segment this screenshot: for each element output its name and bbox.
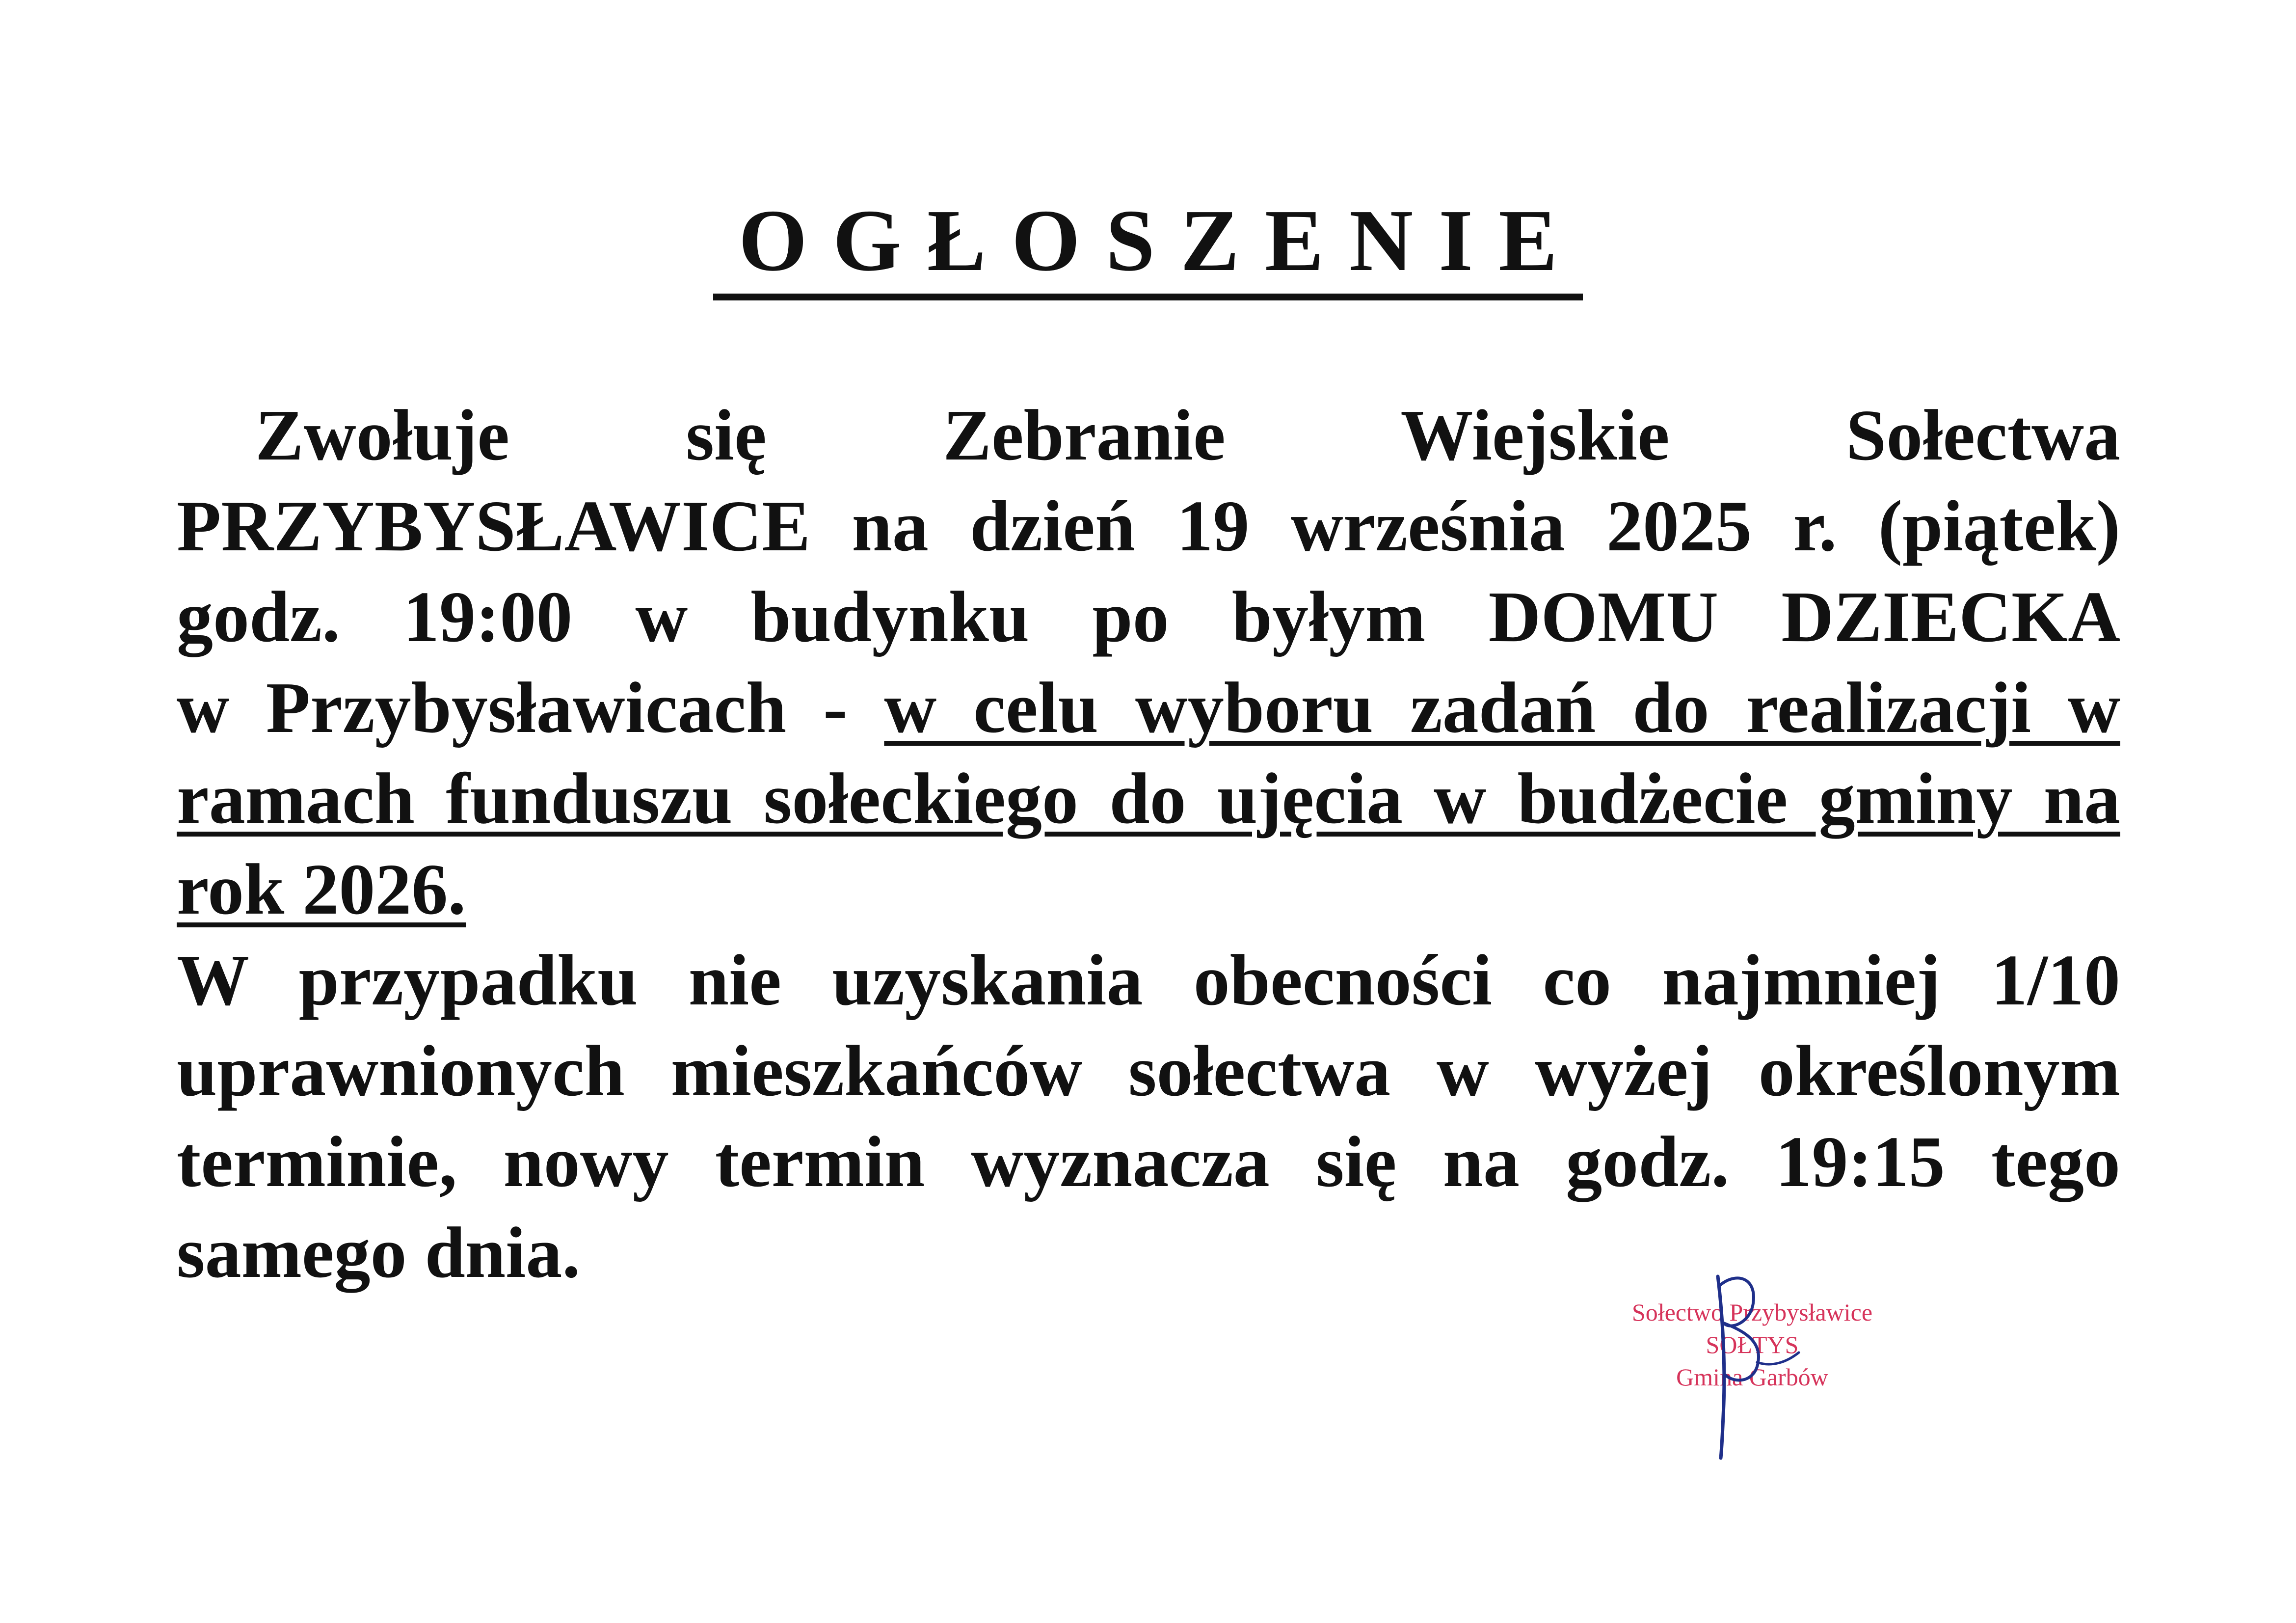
meeting-line-4-plain: w Przybysławicach - bbox=[177, 668, 884, 748]
meeting-line-6 bbox=[177, 844, 2120, 935]
quorum-line-3: terminie, nowy termin wyznacza się na godz. 19:15 tego bbox=[177, 1122, 2120, 1202]
stamp-line-3: Gmina Garbów bbox=[1676, 1363, 1828, 1391]
signature-stroke-tail bbox=[1757, 1352, 1799, 1364]
stamp-line-1: Sołectwo Przybysławice bbox=[1631, 1298, 1873, 1326]
signature-stroke-main bbox=[1718, 1276, 1724, 1458]
meeting-purpose-part-3: rok 2026. bbox=[177, 849, 466, 930]
document-title: OGŁOSZENIE bbox=[713, 196, 1583, 300]
meeting-line-1: Zwołuje się Zebranie Wiejskie Sołectwa bbox=[255, 395, 2120, 476]
title-container bbox=[0, 191, 2296, 300]
quorum-line-4: samego dnia. bbox=[177, 1213, 581, 1293]
paragraph-quorum bbox=[177, 935, 2120, 1298]
announcement-body bbox=[177, 390, 2120, 1298]
meeting-purpose-part-2: ramach funduszu sołeckiego do ujęcia w budżecie gminy na bbox=[177, 758, 2120, 839]
stamp-line-2: SOŁTYS bbox=[1706, 1331, 1799, 1358]
quorum-line-2: uprawnionych mieszkańców sołectwa w wyżej określonym bbox=[177, 1031, 2120, 1111]
meeting-line-2: PRZYBYSŁAWICE na dzień 19 września 2025 r. (piątek) bbox=[177, 486, 2120, 567]
quorum-line-1: W przypadku nie uzyskania obecności co najmniej 1/10 bbox=[177, 940, 2120, 1021]
meeting-purpose-part-1: w celu wyboru zadań do realizacji w bbox=[884, 668, 2120, 748]
paragraph-meeting bbox=[177, 390, 2120, 935]
handwritten-signature bbox=[1688, 1257, 1845, 1463]
meeting-line-3: godz. 19:00 w budynku po byłym DOMU DZIECKA bbox=[177, 577, 2120, 657]
meeting-line-4 bbox=[177, 663, 2120, 754]
